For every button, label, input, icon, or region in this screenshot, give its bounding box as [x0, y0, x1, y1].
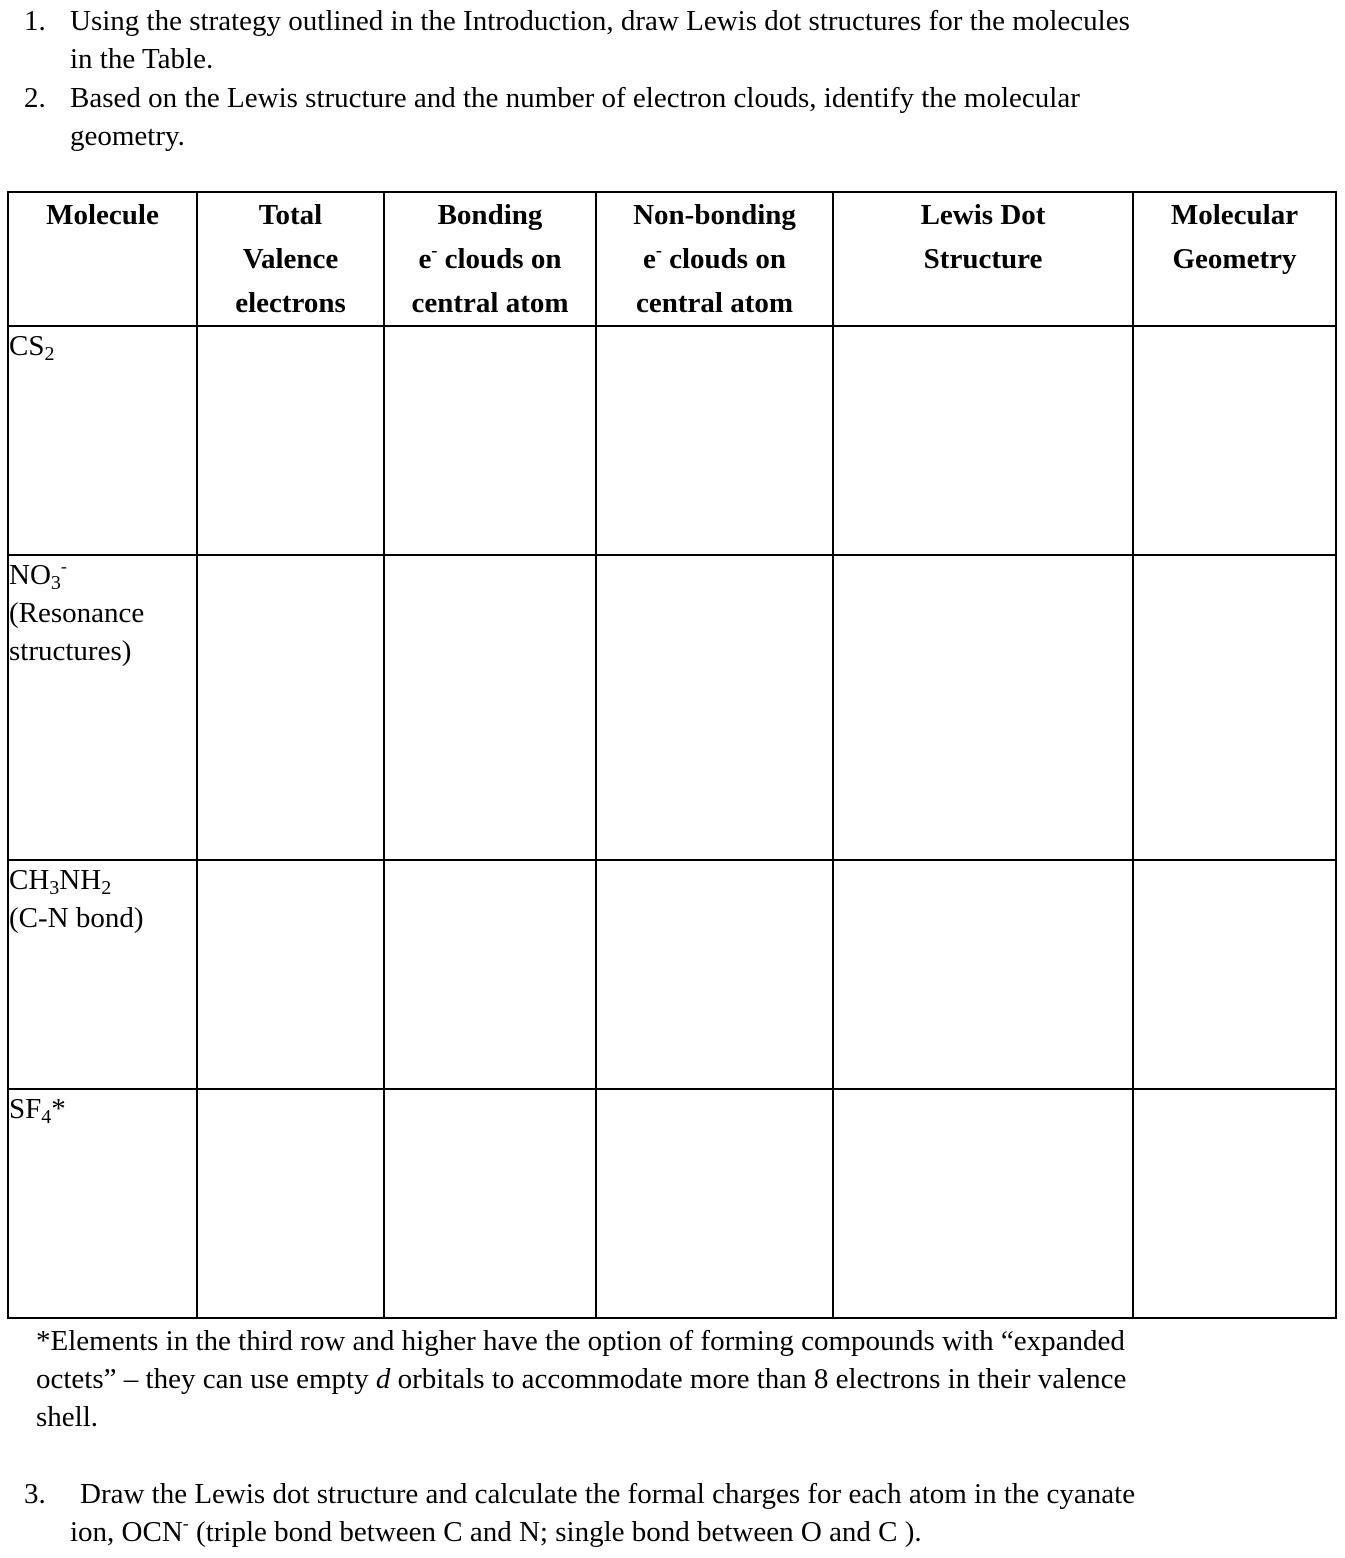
- instruction-number: 2.: [24, 82, 46, 114]
- molecule-ch3nh2: $CH_3NH_2$ (C-N bond): [8, 860, 197, 1089]
- table-row: [8, 860, 1336, 1089]
- molecule-sf4: $SF_4*$: [8, 1089, 197, 1318]
- answer-cell[interactable]: [197, 1089, 384, 1318]
- header-nonbonding-clouds: Non-bonding e- clouds on central atom: [596, 192, 833, 326]
- answer-cell[interactable]: [833, 555, 1133, 860]
- instruction-number: 1.: [24, 5, 46, 37]
- answer-cell[interactable]: [596, 555, 833, 860]
- molecule-cs2: $CS_2$: [8, 326, 197, 555]
- answer-cell[interactable]: [1133, 326, 1336, 555]
- answer-cell[interactable]: [197, 860, 384, 1089]
- header-molecular-geometry: Molecular Geometry: [1133, 192, 1336, 326]
- instruction-text: Based on the Lewis structure and the number of electron clouds, identify the molecular: [70, 82, 1080, 114]
- question-number: 3.: [24, 1478, 46, 1510]
- answer-cell[interactable]: [833, 1089, 1133, 1318]
- answer-cell[interactable]: [1133, 555, 1336, 860]
- answer-cell[interactable]: [1133, 860, 1336, 1089]
- header-bonding-clouds: Bonding e- clouds on central atom: [384, 192, 596, 326]
- table-row: [8, 555, 1336, 860]
- table-header-row: [8, 192, 1336, 326]
- instruction-text: Using the strategy outlined in the Introduction, draw Lewis dot structures for the molecules: [70, 5, 1130, 37]
- header-total-valence: Total Valence electrons: [197, 192, 384, 326]
- instruction-text: geometry.: [70, 120, 185, 152]
- answer-cell[interactable]: [384, 1089, 596, 1318]
- answer-cell[interactable]: [596, 1089, 833, 1318]
- header-lewis-structure: Lewis Dot Structure: [833, 192, 1133, 326]
- question-text-cont: ion, OCN- (triple bond between C and N; single bond between O and C ).: [70, 1513, 922, 1548]
- answer-cell[interactable]: [596, 860, 833, 1089]
- table-row: [8, 326, 1336, 555]
- molecule-no3: $NO_3^-$ (Resonance structures): [8, 555, 197, 860]
- table-row: [8, 1089, 1336, 1318]
- answer-cell[interactable]: [833, 326, 1133, 555]
- answer-cell[interactable]: [384, 326, 596, 555]
- header-molecule: Molecule: [8, 192, 197, 326]
- answer-cell[interactable]: [384, 860, 596, 1089]
- question-text: Draw the Lewis dot structure and calculate the formal charges for each atom in the cyanate: [80, 1478, 1136, 1510]
- worksheet-table: [7, 191, 1337, 1319]
- footnote: *Elements in the third row and higher have the option of forming compounds with “expanded octets” – they can use empty d orbitals to accommodate more than 8 electrons in their valence shell.: [36, 1325, 1127, 1433]
- answer-cell[interactable]: [596, 326, 833, 555]
- answer-cell[interactable]: [197, 555, 384, 860]
- instruction-text: in the Table.: [70, 43, 214, 75]
- answer-cell[interactable]: [833, 860, 1133, 1089]
- answer-cell[interactable]: [197, 326, 384, 555]
- answer-cell[interactable]: [384, 555, 596, 860]
- answer-cell[interactable]: [1133, 1089, 1336, 1318]
